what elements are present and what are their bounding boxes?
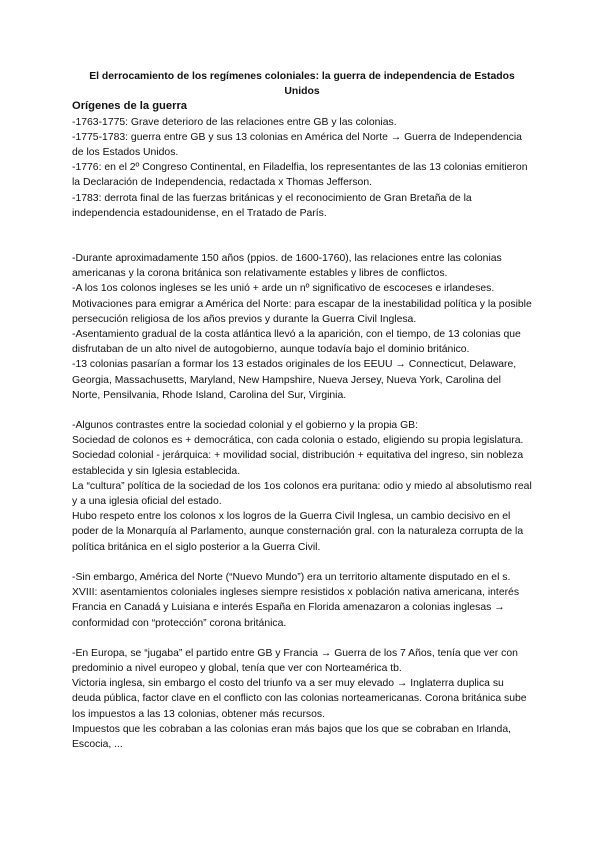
- spacer: [72, 555, 532, 570]
- paragraph-line: -Algunos contrastes entre la sociedad colonial y el gobierno y la propia GB:: [72, 420, 418, 432]
- paragraph-line: -13 colonias pasarían a formar los 13 estados originales de los EEUU → Connecticut, Delaware, Georgia, Massachusetts, Maryland, New Hampshire, Nueva Jersey, Nueva York, Carolina del Norte, Pensilvania, Rhode Island, Carolina del Sur, Virginia.: [72, 359, 517, 401]
- timeline-item: -1783: derrota final de las fuerzas británicas y el reconocimiento de Gran Bretaña de la independencia estadounidense, en el Tratado de París.: [72, 192, 472, 219]
- paragraph-line: -Asentamiento gradual de la costa atlántica llevó a la aparición, con el tiempo, de 13 colonias que disfrutaban de un alto nivel de autogobierno, aunque todavía bajo el dominio británico.: [72, 329, 521, 356]
- paragraph-line: Sociedad colonial - jerárquica: + movilidad social, distribución + equitativa del ingreso, sin nobleza establecida y sin Iglesia establecida.: [72, 450, 524, 477]
- paragraph-block: [72, 418, 532, 555]
- paragraph-block: [72, 251, 532, 403]
- timeline-item: -1776: en el 2º Congreso Continental, en Filadelfia, los representantes de las 13 colonias emitieron la Declaración de Independencia, redactada x Thomas Jefferson.: [72, 162, 528, 189]
- spacer: [72, 403, 532, 418]
- paragraph-line: Impuestos que les cobraban a las colonias eran más bajos que los que se cobraban en Irlanda, Escocia, ...: [72, 723, 511, 750]
- timeline-item: -1763-1775: Grave deterioro de las relaciones entre GB y las colonias.: [72, 116, 397, 128]
- paragraph-line: -En Europa, se “jugaba” el partido entre GB y Francia → Guerra de los 7 Años, tenía que ver con predominio a nivel europeo y global, tenía que ver con Norteamérica tb.: [72, 647, 518, 674]
- paragraph-line: -A los 1os colonos ingleses se les unió + arde un nº significativo de escoceses e irlandeses.: [72, 283, 495, 295]
- paragraph-line: Sociedad de colonos es + democrática, con cada colonia o estado, eligiendo su propia legislatura.: [72, 435, 524, 447]
- document-body: [72, 69, 532, 752]
- spacer: [72, 631, 532, 646]
- timeline-item: -1775-1783: guerra entre GB y sus 13 colonias en América del Norte → Guerra de Independencia de los Estados Unidos.: [72, 131, 522, 159]
- paragraph-line: Hubo respeto entre los colonos x los logros de la Guerra Civil Inglesa, un cambio decisivo en el poder de la Monarquía al Parlamento, aunque consternación gral. con la naturaleza corrupta de la política británica en el siglo posterior a la Guerra Civil.: [72, 511, 524, 553]
- paragraph-block: [72, 570, 532, 631]
- timeline-list: [72, 115, 532, 221]
- spacer: [72, 221, 532, 251]
- section-heading: Orígenes de la guerra: [72, 100, 188, 113]
- document-title: El derrocamiento de los regímenes coloniales: la guerra de independencia de Estados Unidos: [89, 71, 515, 98]
- paragraph-line: La “cultura” política de la sociedad de los 1os colonos era puritana: odio y miedo al absolutismo real y a una iglesia oficial del estado.: [72, 480, 532, 508]
- paragraph-line: Victoria inglesa, sin embargo el costo del triunfo va a ser muy elevado → Inglaterra duplica su deuda pública, factor clave en el conflicto con las colonias norteamericanas. Corona británica sube los impuestos a las 13 colonias, obtener más recursos.: [72, 678, 527, 720]
- paragraph-line: -Sin embargo, América del Norte (“Nuevo Mundo”) era un territorio altamente disputado en el s. XVIII: asentamientos coloniales ingleses siempre resistidos x población nativa americana, interés Francia en Canadá y Luisiana e interés España en Florida amenazaron a colonias inglesas → conformidad con “protección” corona británica.: [72, 571, 520, 629]
- paragraph-line: -Durante aproximadamente 150 años (ppios. de 1600-1760), las relaciones entre las colonias americanas y la corona británica son relativamente estables y libres de conflictos.: [72, 253, 502, 280]
- paragraph-block: [72, 646, 532, 752]
- paragraph-line: Motivaciones para emigrar a América del Norte: para escapar de la inestabilidad política y la posible persecución religiosa de los años previos y durante la Guerra Civil Inglesa.: [72, 298, 532, 325]
